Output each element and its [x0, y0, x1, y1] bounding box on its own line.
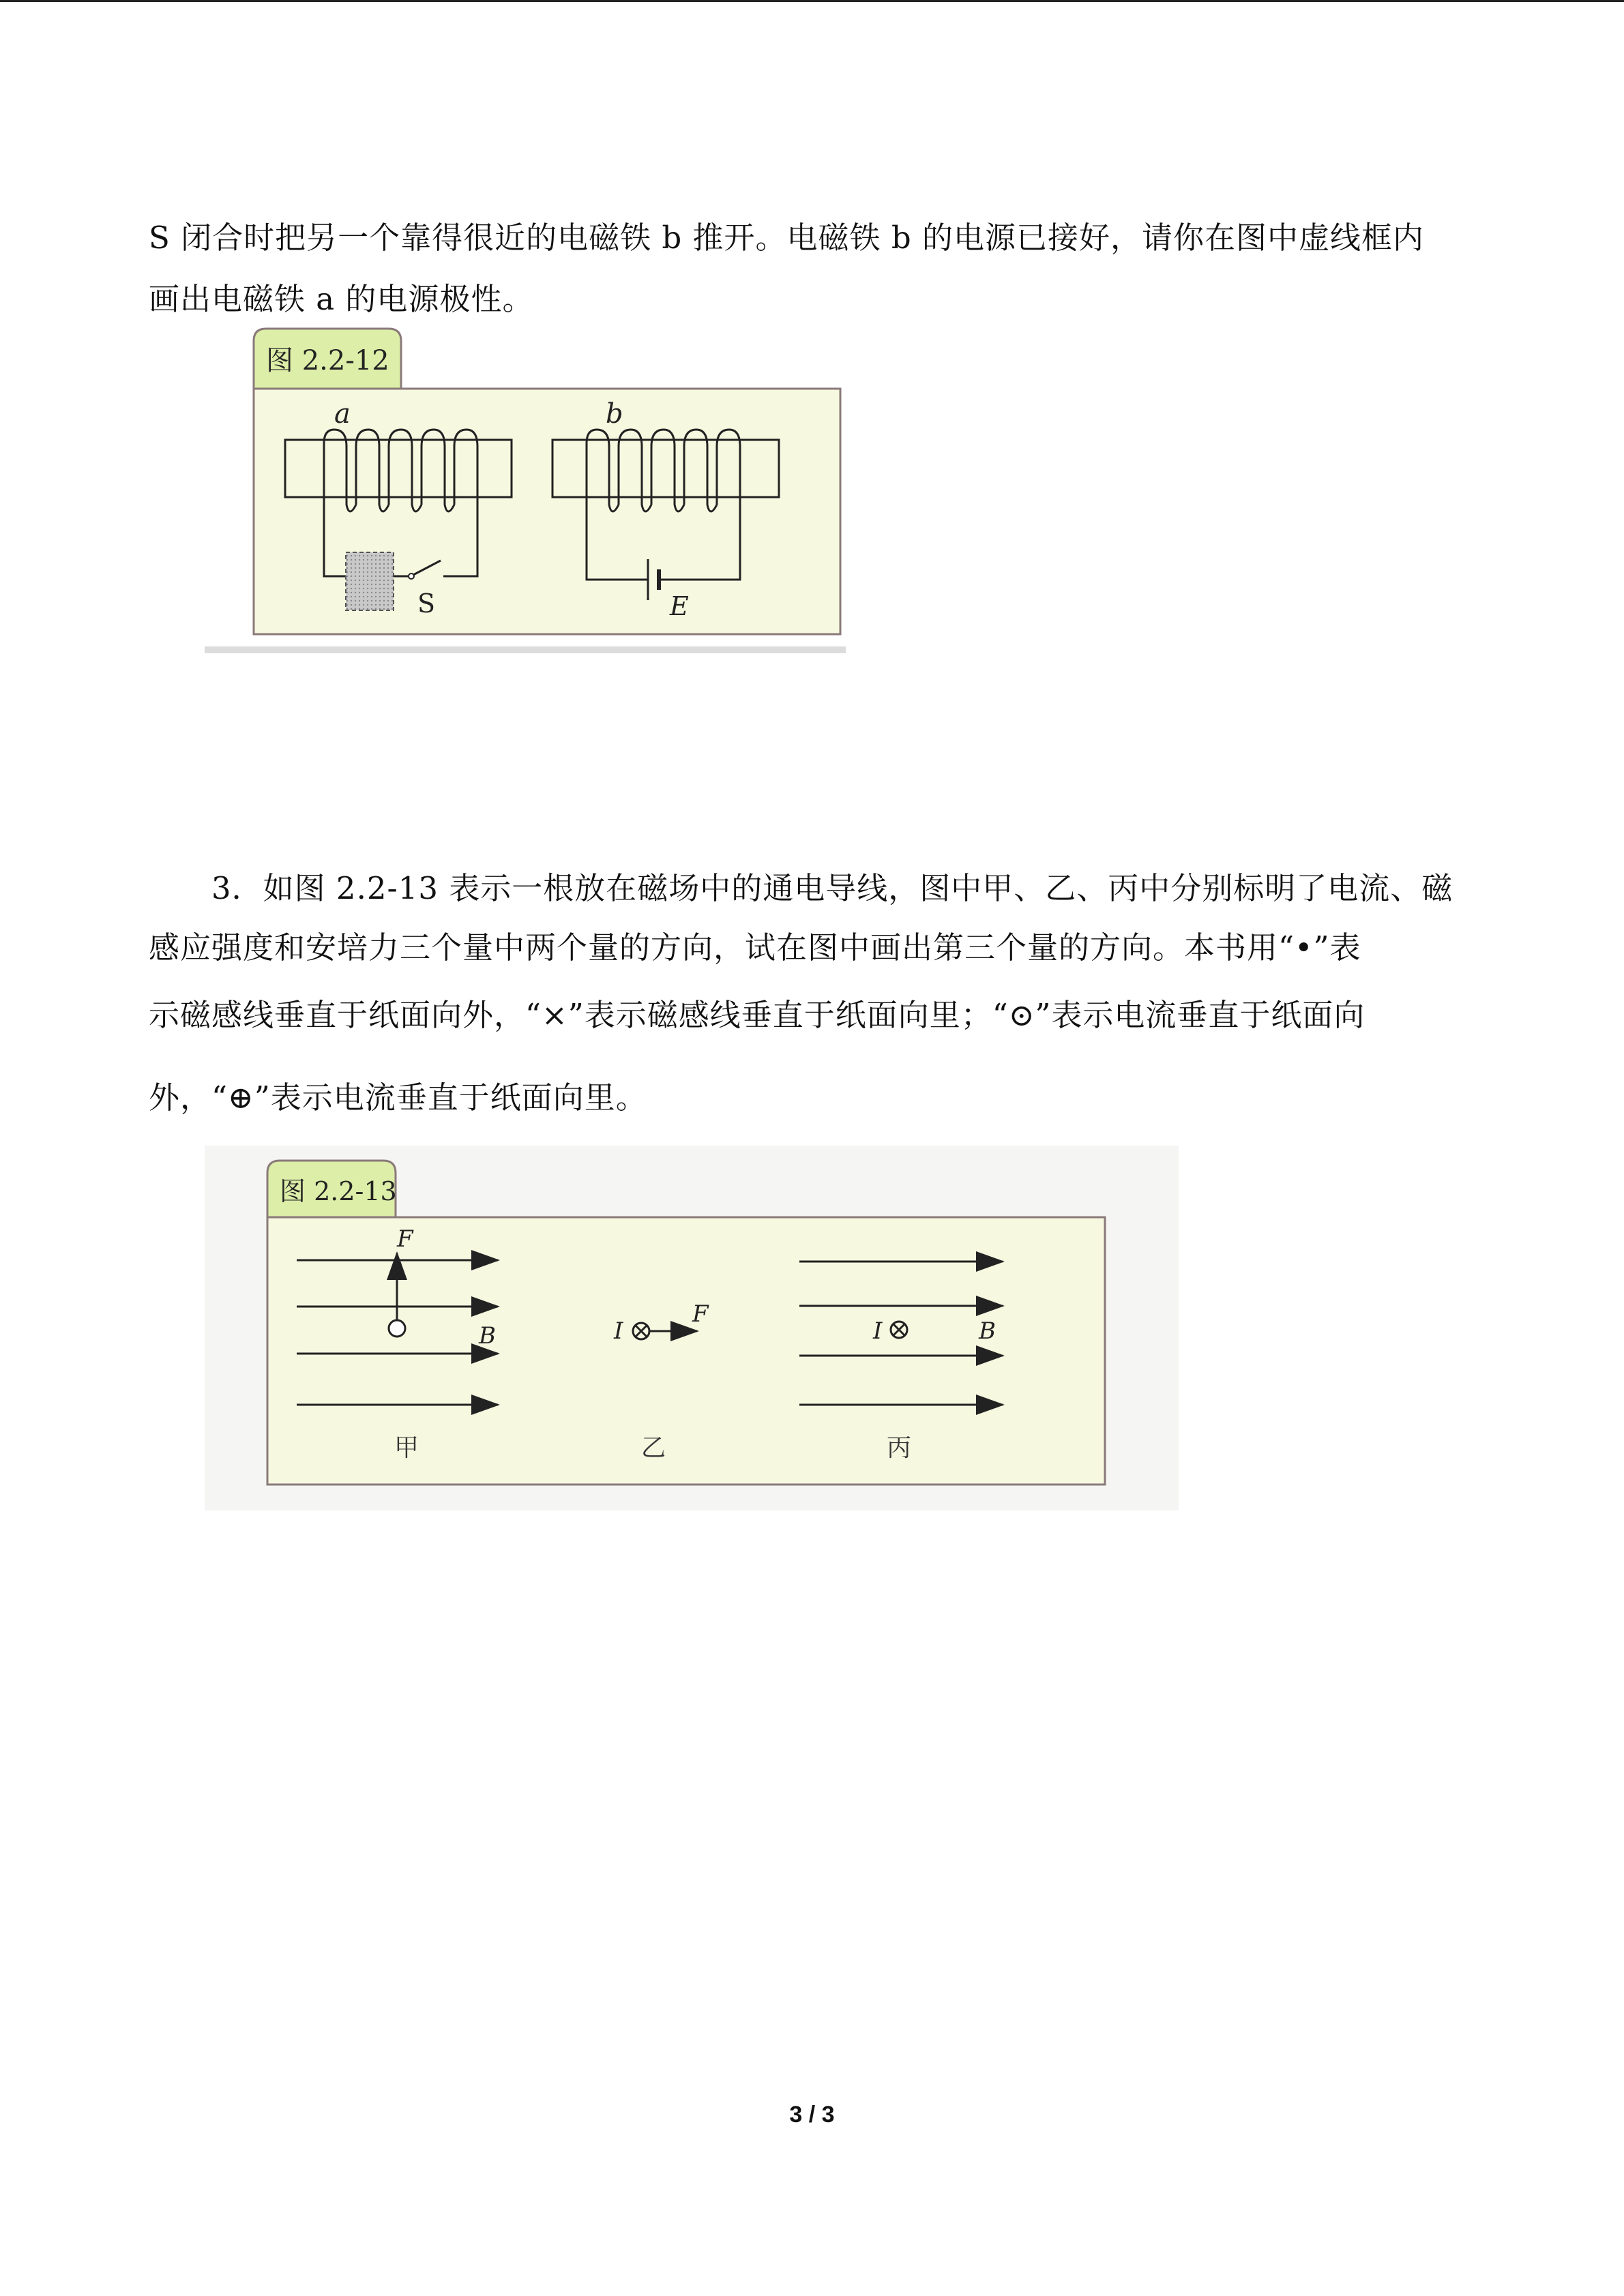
- page-number: 3 / 3: [789, 2102, 835, 2128]
- caption-yi: 乙: [641, 1434, 666, 1462]
- label-b: b: [606, 398, 623, 430]
- question3-line3: 示磁感线垂直于纸面向外，“×”表示磁感线垂直于纸面向里；“⊙”表示电流垂直于纸面向: [149, 997, 1365, 1033]
- question2-line2: 画出电磁铁 a 的电源极性。: [149, 281, 534, 317]
- label-switch: S: [417, 588, 436, 618]
- jia-label-b: B: [479, 1322, 496, 1350]
- figure-panel: [267, 1217, 1105, 1485]
- question3-line2: 感应强度和安培力三个量中两个量的方向，试在图中画出第三个量的方向。本书用“•”表: [149, 929, 1361, 966]
- figure-tab-label: 图 2.2-13: [280, 1176, 397, 1206]
- question2-line1: S 闭合时把另一个靠得很近的电磁铁 b 推开。电磁铁 b 的电源已接好，请你在图中虚线框内: [149, 220, 1424, 256]
- figure-tab-label: 图 2.2-12: [266, 345, 389, 376]
- jia-label-f: F: [397, 1225, 413, 1253]
- scan-shadow: [205, 646, 846, 653]
- question3-line4: 外，“⊕”表示电流垂直于纸面向里。: [149, 1079, 647, 1116]
- figure-2-2-13: [205, 1146, 1187, 1514]
- yi-label-i: I: [614, 1317, 623, 1345]
- top-border-line: [0, 0, 1624, 2]
- figure-2-2-12: [198, 320, 853, 661]
- caption-jia: 甲: [394, 1434, 419, 1462]
- yi-label-f: F: [692, 1300, 709, 1328]
- label-a: a: [334, 398, 351, 430]
- label-battery: E: [670, 591, 689, 621]
- power-source-box: [346, 552, 394, 610]
- bing-label-i: I: [873, 1317, 883, 1345]
- question3-line1: 3．如图 2.2-13 表示一根放在磁场中的通电导线，图中甲、乙、丙中分别标明了电流、磁: [211, 870, 1453, 906]
- current-out-symbol: [389, 1320, 405, 1337]
- bing-label-b: B: [979, 1317, 996, 1345]
- caption-bing: 丙: [887, 1434, 912, 1462]
